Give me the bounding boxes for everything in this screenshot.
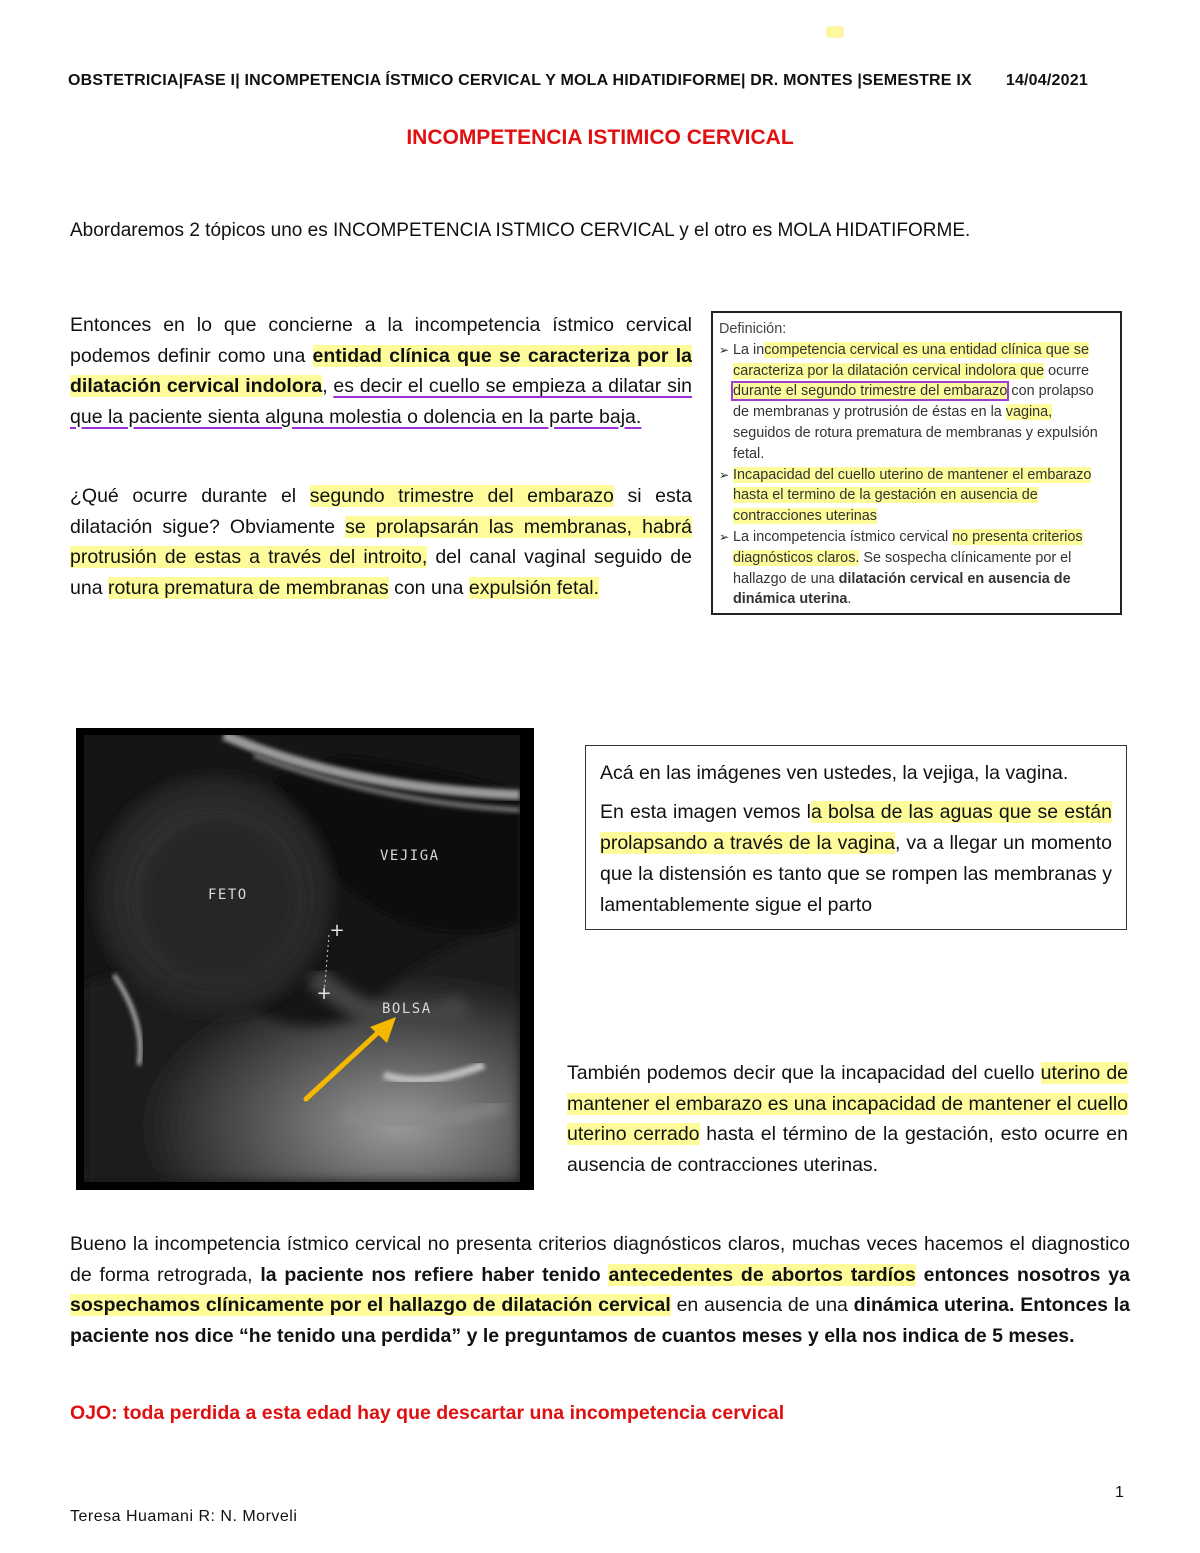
caption-box (585, 745, 1127, 930)
footer-authors: Teresa Huamani R: N. Morveli (70, 1508, 298, 1525)
definition-heading: Definición: (719, 321, 787, 337)
paragraph-incapacity: También podemos decir que la incapacidad del cuello uterino de mantener el embarazo es una incapacidad de mantener el cuello uterino cerrado hasta el término de la gestación, esto ocurre en ausencia de contracciones uterinas. (567, 1062, 1129, 1176)
highlight-text: entidad clínica que se caracteriza por la dilatación cervical indolora (70, 344, 693, 397)
svg-text:+: + (316, 983, 332, 1004)
label-bolsa: BOLSA (382, 1001, 432, 1017)
paragraph-second-trimester: ¿Qué ocurre durante el segundo trimestre del embarazo si esta dilatación sigue? Obviamente se prolapsarán las membranas, habrá protrusión de estas a través del introito, del canal vaginal seguido de una rotura prematura de membranas con una expulsión fetal. (70, 485, 693, 599)
highlight-mark (826, 26, 844, 38)
paragraph-definition: Entonces en lo que concierne a la incompetencia ístmico cervical podemos definir como una entidad clínica que se caracteriza por la dilatación cervical indolora, es decir el cuello se empieza a dilatar sin que la paciente sienta alguna molestia o dolencia en la parte baja. (70, 314, 693, 428)
paragraph-diagnosis: Bueno la incompetencia ístmico cervical no presenta criterios diagnósticos claros, muchas veces hacemos el diagnostico de forma retrograda, la paciente nos refiere haber tenido antecedentes de abortos tardíos entonces nosotros ya sospechamos clínicamente por el hallazgo de dilatación cervical en ausencia de una dinámica uterina. Entonces la paciente nos dice “he tenido una perdida” y le preguntamos de cuantos meses y ella nos indica de 5 meses. (70, 1233, 1131, 1347)
header-course: OBSTETRICIA|FASE I| INCOMPETENCIA ÍSTMICO CERVICAL Y MOLA HIDATIDIFORME| DR. MONTES |SEMESTRE IX (68, 72, 972, 89)
caption-paragraph: En esta imagen vemos la bolsa de las aguas que se están prolapsando a través de la vagina, va a llegar un momento que la distensión es tanto que se rompen las membranas y lamentablemente sigue el parto (600, 801, 1112, 916)
definition-item: ➢ Incapacidad del cuello uterino de mantener el embarazo hasta el termino de la gestación en ausencia de contracciones uterinas (719, 466, 1092, 525)
caption-line: Acá en las imágenes ven ustedes, la vejiga, la vagina. (600, 762, 1069, 784)
definition-box (711, 311, 1122, 615)
arrow-bullet-icon: ➢ (719, 342, 730, 357)
definition-item: ➢ La incompetencia cervical es una entidad clínica que se caracteriza por la dilatación cervical indolora que ocurre durante el segundo trimestre del embarazo con prolapso de membranas y protrusión de éstas en la vagina, seguidos de rotura prematura de membranas y expulsión fetal. (719, 341, 1098, 462)
arrow-bullet-icon: ➢ (719, 529, 730, 544)
underlined-text: es decir el cuello se empieza a dilatar sin que la paciente sienta alguna molestia o dolencia en la parte baja. (70, 375, 693, 428)
document-header (68, 72, 1128, 90)
svg-text:+: + (329, 920, 345, 941)
ultrasound-graphic (84, 735, 520, 1182)
definition-item: ➢ La incompetencia ístmico cervical no presenta criterios diagnósticos claros. Se sospecha clínicamente por el hallazgo de una dilatación cervical en ausencia de dinámica uterina. (719, 528, 1083, 608)
page-title: INCOMPETENCIA ISTIMICO CERVICAL (406, 126, 794, 149)
header-date: 14/04/2021 (1005, 72, 1088, 89)
arrow-bullet-icon: ➢ (719, 467, 730, 482)
ultrasound-image (84, 735, 520, 1182)
label-feto: FETO (208, 887, 248, 903)
intro-paragraph: Abordaremos 2 tópicos uno es INCOMPETENCIA ISTMICO CERVICAL y el otro es MOLA HIDATIFORME. (70, 220, 971, 241)
label-vejiga: VEJIGA (380, 848, 440, 864)
boxed-text: durante el segundo trimestre del embarazo (733, 383, 1008, 400)
warning-note: OJO: toda perdida a esta edad hay que descartar una incompetencia cervical (70, 1402, 785, 1424)
page-number: 1 (1115, 1484, 1124, 1501)
